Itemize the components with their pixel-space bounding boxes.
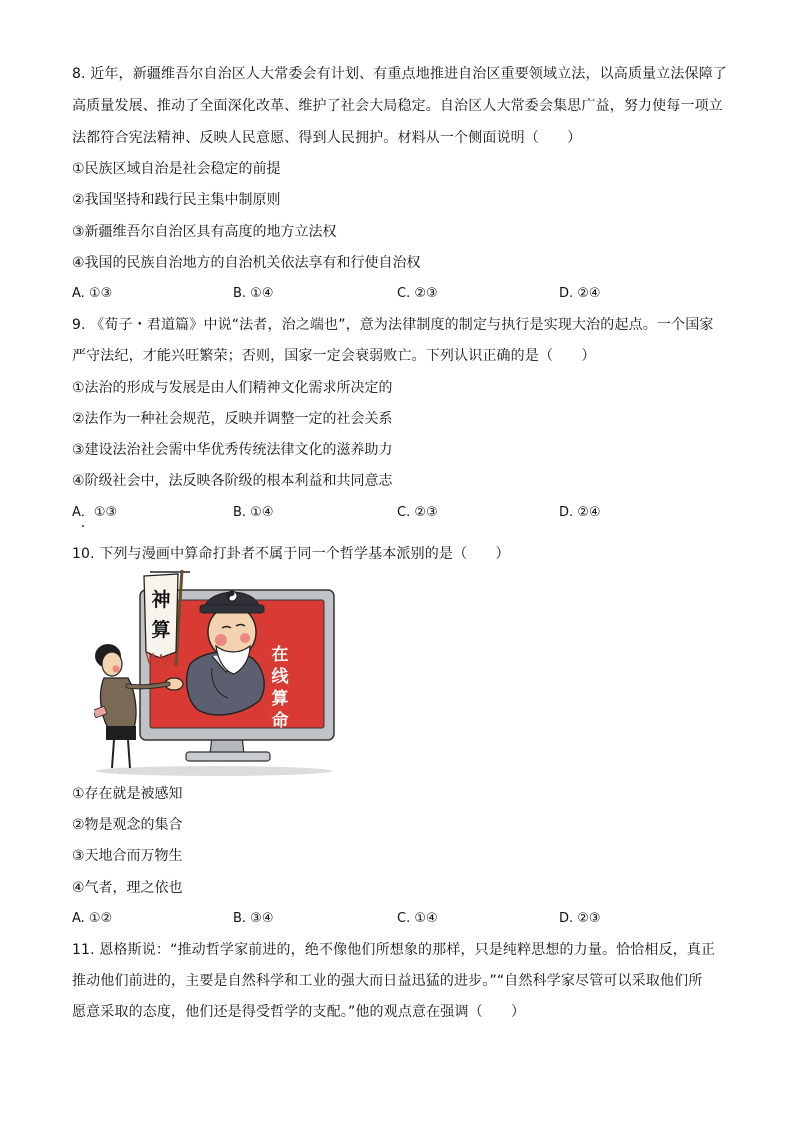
q10-option-c[interactable]: C. ①④ (397, 911, 438, 926)
q10-item-1: ①存在就是被感知 (72, 786, 183, 802)
q8-option-d[interactable]: D. ②④ (559, 286, 601, 301)
cheek-right (240, 633, 250, 643)
q8-item-4: ④我国的民族自治地方的自治机关依法享有和行使自治权 (72, 255, 421, 271)
q10-item-2: ②物是观念的集合 (72, 817, 183, 833)
q10-option-b[interactable]: B. ③④ (233, 911, 274, 926)
q8-stem-line-3: 法都符合宪法精神、反映人民意愿、得到人民拥护。材料从一个侧面说明（ ） (72, 130, 582, 146)
q10-options (72, 909, 722, 929)
woman-skirt (106, 726, 136, 740)
q10-option-a[interactable]: A. ①② (72, 911, 113, 926)
q8-item-2: ②我国坚持和践行民主集中制原则 (72, 192, 281, 208)
screen-text-1: 在 (271, 645, 289, 665)
q9-item-2: ②法作为一种社会规范，反映并调整一定的社会关系 (72, 411, 393, 427)
q8-options (72, 284, 722, 304)
q11-stem-line-2: 推动他们前进的，主要是自然科学和工业的强大而日益迅猛的进步。”“自然科学家尽管可以采取他们所 (72, 973, 703, 989)
cheek-left (215, 634, 227, 646)
q8-option-a[interactable]: A. ①③ (72, 286, 113, 301)
banner-text-1: 神 (151, 589, 171, 611)
q9-item-1: ①法治的形成与发展是由人们精神文化需求所决定的 (72, 380, 393, 396)
hat-brim (200, 605, 264, 613)
stray-dot (82, 525, 84, 527)
woman-face (102, 652, 122, 676)
woman-cheek (113, 666, 120, 673)
q9-item-3: ③建设法治社会需中华优秀传统法律文化的滋养助力 (72, 442, 393, 458)
q9-options (72, 503, 722, 523)
q10-stem: 10. 下列与漫画中算命打卦者不属于同一个哲学基本派别的是（ ） (72, 546, 510, 562)
q10-item-3: ③天地合而万物生 (72, 848, 183, 864)
q8-option-c[interactable]: C. ②③ (397, 286, 438, 301)
q8-option-b[interactable]: B. ①④ (233, 286, 274, 301)
q9-option-a[interactable]: A．①③ (72, 505, 118, 520)
q9-stem-line-1: 9. 《荀子・君道篇》中说“法者，治之端也”，意为法律制度的制定与执行是实现大治的起点。一个国家 (72, 317, 714, 333)
woman-leg-left (112, 740, 114, 768)
q9-option-b[interactable]: B. ①④ (233, 505, 274, 520)
q8-item-3: ③新疆维吾尔自治区具有高度的地方立法权 (72, 224, 337, 240)
q10-option-d[interactable]: D. ②③ (559, 911, 601, 926)
q11-stem-line-3: 愿意采取的态度，他们还是得受哲学的支配。”他的观点意在强调（ ） (72, 1004, 526, 1020)
q9-item-4: ④阶级社会中，法反映各阶级的根本利益和共同意志 (72, 473, 393, 489)
ground-shadow (96, 766, 332, 776)
banner-cloth (144, 574, 178, 658)
q9-stem-line-2: 严守法纪，才能兴旺繁荣；否则，国家一定会衰弱败亡。下列认识正确的是（ ） (72, 348, 596, 364)
woman-leg-right (128, 740, 130, 768)
q9-option-c[interactable]: C. ②③ (397, 505, 438, 520)
q8-stem-line-2: 高质量发展、推动了全面深化改革、维护了社会大局稳定。自治区人大常委会集思广益，努力使每一项立 (72, 98, 723, 114)
screen-text-3: 算 (271, 689, 289, 709)
q9-option-d[interactable]: D. ②④ (559, 505, 601, 520)
q8-item-1: ①民族区域自治是社会稳定的前提 (72, 161, 281, 177)
screen-text-2: 线 (271, 667, 289, 687)
screen-text-4: 命 (271, 711, 289, 731)
monitor-base (186, 752, 270, 761)
banner-text-2: 算 (151, 619, 171, 641)
q11-stem-line-1: 11. 恩格斯说：“推动哲学家前进的，绝不像他们所想象的那样，只是纯粹思想的力量。恰恰相反，真正 (72, 942, 716, 958)
q8-stem-line-1: 8. 近年，新疆维吾尔自治区人大常委会有计划、有重点地推进自治区重要领域立法，以高质量立法保障了 (72, 66, 728, 82)
q10-item-4: ④气者，理之依也 (72, 880, 183, 896)
fortune-teller-cartoon (94, 568, 336, 776)
